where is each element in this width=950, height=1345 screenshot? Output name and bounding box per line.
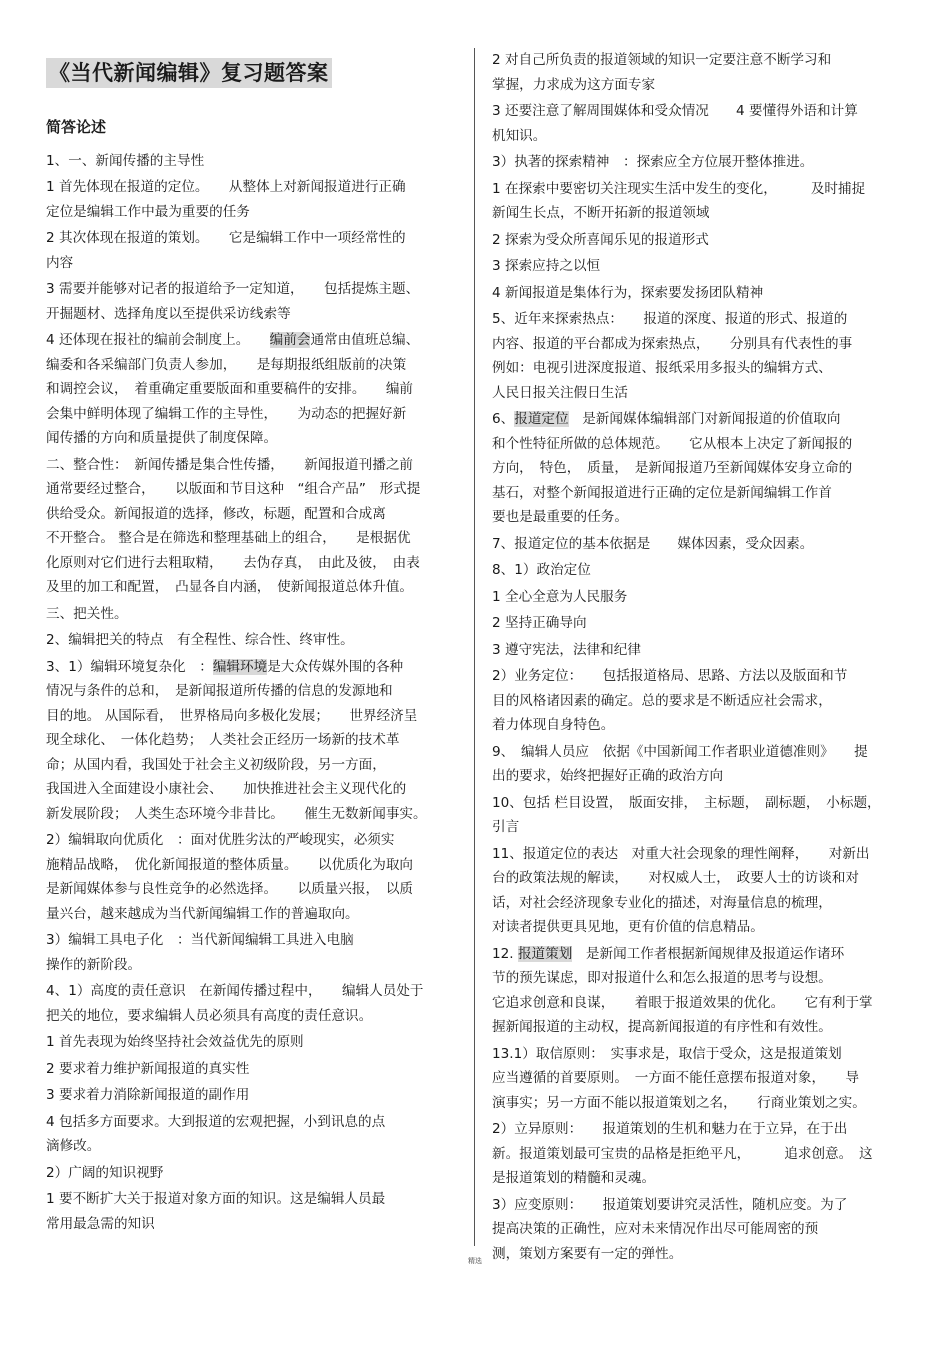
paragraph: 3 要求着力消除新闻报道的副作用 (46, 1087, 250, 1103)
left-column-body (46, 149, 461, 1237)
paragraph: 3 遵守宪法，法律和纪律 (492, 641, 641, 658)
paragraph: 12. 报道策划 是新闻工作者根据新闻规律及报道运作诸环 节的预先谋虑，即对报道什么和怎么报道的思考与设想。 它追求创意和良谋， 着眼于报道效果的优化。 它有利于掌 握新闻报道的主动权，提高新闻报道的有序性和有效性。 (492, 945, 873, 1035)
paragraph: 1、一、新闻传播的主导性 (46, 152, 205, 169)
document-title: 《当代新闻编辑》复习题答案 (46, 58, 332, 88)
paragraph: 2 坚持正确导向 (492, 615, 587, 631)
highlighted-term: 报道策划 (517, 945, 573, 962)
paragraph: 7、报道定位的基本依据是 媒体因素，受众因素。 (492, 535, 814, 552)
paragraph: 2、编辑把关的特点 有全程性、综合性、终审性。 (46, 632, 354, 648)
paragraph: 9、 编辑人员应 依据《中国新闻工作者职业道德准则》 提 出的要求，始终把握好正确的政治方向 (492, 743, 868, 784)
paragraph: 3 探索应持之以恒 (492, 258, 601, 274)
paragraph: 3 需要并能够对记者的报道给予一定知道， 包括提炼主题、 开掘题材、选择角度以至提供采访线索等 (46, 281, 420, 322)
paragraph: 1 要不断扩大关于报道对象方面的知识。这是编辑人员最 常用最急需的知识 (46, 1191, 386, 1232)
paragraph: 2）立异原则： 报道策划的生机和魅力在于立异，在于出 新。报道策划最可宝贵的品格是拒绝平凡， 追求创意。 这 是报道策划的精髓和灵魂。 (492, 1121, 873, 1186)
paragraph: 1 全心全意为人民服务 (492, 588, 628, 605)
paragraph: 4 包括多方面要求。大到报道的宏观把握，小到讯息的点 滴修改。 (46, 1113, 386, 1154)
left-column (46, 58, 461, 1238)
paragraph: 2）编辑取向优质化 ：面对优胜劣汰的严峻现实，必须实 施精品战略， 优化新闻报道的整体质量。 以优质化为取向 是新闻媒体参与良性竞争的必然选择。 以质量兴报， 以质 量兴台，越来越成为当代新闻编辑工作的普遍取向。 (46, 832, 414, 922)
paragraph: 1 在探索中要密切关注现实生活中发生的变化， 及时捕捉 新闻生长点，不断开拓新的报道领域 (492, 180, 866, 221)
paragraph: 1 首先体现在报道的定位。 从整体上对新闻报道进行正确 定位是编辑工作中最为重要的任务 (46, 179, 406, 220)
paragraph: 3）执著的探索精神 ：探索应全方位展开整体推进。 (492, 154, 814, 170)
paragraph: 4 新闻报道是集体行为，探索要发扬团队精神 (492, 284, 764, 301)
paragraph: 2 要求着力维护新闻报道的真实性 (46, 1060, 250, 1077)
section-heading: 简答论述 (46, 117, 107, 136)
column-divider (474, 48, 475, 1246)
paragraph: 5、近年来探索热点： 报道的深度、报道的形式、报道的 内容、报道的平台都成为探索热点， 分别具有代表性的事 例如：电视引进深度报道、报纸采用多报头的编辑方式、 人民日报关注假日生活 (492, 311, 853, 401)
paragraph: 4、1）高度的责任意识 在新闻传播过程中， 编辑人员处于 把关的地位，要求编辑人员必须具有高度的责任意识。 (46, 983, 424, 1024)
paragraph: 8、1）政治定位 (492, 562, 591, 578)
paragraph: 3 还要注意了解周围媒体和受众情况 4 要懂得外语和计算 机知识。 (492, 103, 858, 144)
right-column (492, 48, 907, 1268)
paragraph: 4 还体现在报社的编前会制度上。 编前会通常由值班总编、 编委和各采编部门负责人参加， 是每期报纸组版前的决策 和调控会议， 着重确定重要版面和重要稿件的安排。 编前 会集中鲜明体现了编辑工作的主导性， 为动态的把握好新 闻传播的方向和质量提供了制度保障。 (46, 332, 420, 446)
paragraph: 13.1）取信原则： 实事求是，取信于受众，这是报道策划 应当遵循的首要原则。 一方面不能任意摆布报道对象， 导 演事实；另一方面不能以报道策划之名， 行商业策划之实。 (492, 1045, 866, 1111)
paragraph: 2 其次体现在报道的策划。 它是编辑工作中一项经常性的 内容 (46, 230, 406, 271)
paragraph: 10、包括 栏目设置， 版面安排， 主标题， 副标题， 小标题， 引言 (492, 794, 881, 835)
paragraph: 2 对自己所负责的报道领域的知识一定要注意不断学习和 掌握，力求成为这方面专家 (492, 52, 832, 93)
paragraph: 2）业务定位： 包括报道格局、思路、方法以及版面和节 目的风格诸因素的确定。总的要求是不断适应社会需求， 着力体现自身特色。 (492, 668, 848, 733)
right-column-body (492, 48, 907, 1266)
paragraph: 2 探索为受众所喜闻乐见的报道形式 (492, 231, 709, 248)
highlighted-term: 编前会 (269, 332, 311, 348)
highlighted-term: 编辑环境 (212, 658, 268, 675)
paragraph: 3）应变原则： 报道策划要讲究灵活性，随机应变。为了 提高决策的正确性，应对未来情况作出尽可能周密的预 测，策划方案要有一定的弹性。 (492, 1196, 848, 1262)
paragraph: 1 首先表现为始终坚持社会效益优先的原则 (46, 1034, 304, 1050)
paragraph: 3、1）编辑环境复杂化 ：编辑环境是大众传媒外围的各种 情况与条件的总和， 是新闻报道所传播的信息的发源地和 目的地。 从国际看， 世界格局向多极化发展； 世界经济呈 现全球化、 一体化趋势； 人类社会正经历一场新的技术革 命；从国内看，我国处于社会主义初级阶段，另一方面， 我国进入全面建设小康社会、 加快推进社会主义现代化的 新发展阶段； 人类生态环境今非昔比。 催生无数新闻事实。 (46, 658, 427, 822)
paragraph: 2）广阔的知识视野 (46, 1164, 164, 1181)
paragraph: 二、整合性： 新闻传播是集合性传播， 新闻报道刊播之前 通常要经过整合， 以版面和节目这种 “组合产品” 形式提 供给受众。新闻报道的选择，修改，标题，配置和合成离 不开整合。 整合是在筛选和整理基础上的组合， 是根据优 化原则对它们进行去粗取精， 去伪存真， 由此及彼， 由表 及里的加工和配置， 凸显各自内涵， 使新闻报道总体升值。 (46, 456, 421, 595)
page-footer: 精选 (468, 1257, 482, 1265)
paragraph: 11、报道定位的表达 对重大社会现象的理性阐释， 对新出 台的政策法规的解读， 对权威人士， 政要人士的访谈和对 话，对社会经济现象专业化的描述，对海量信息的梳理， 对读者提供更具见地，更有价值的信息精品。 (492, 845, 870, 935)
paragraph: 3）编辑工具电子化 ：当代新闻编辑工具进入电脑 操作的新阶段。 (46, 932, 354, 973)
highlighted-term: 报道定位 (514, 411, 569, 427)
paragraph: 6、报道定位 是新闻媒体编辑部门对新闻报道的价值取向 和个性特征所做的总体规范。 它从根本上决定了新闻报的 方向， 特色， 质量， 是新闻报道乃至新闻媒体安身立命的 基石，对整个新闻报道进行正确的定位是新闻编辑工作首 要也是最重要的任务。 (492, 411, 853, 525)
paragraph: 三、把关性。 (46, 605, 128, 622)
